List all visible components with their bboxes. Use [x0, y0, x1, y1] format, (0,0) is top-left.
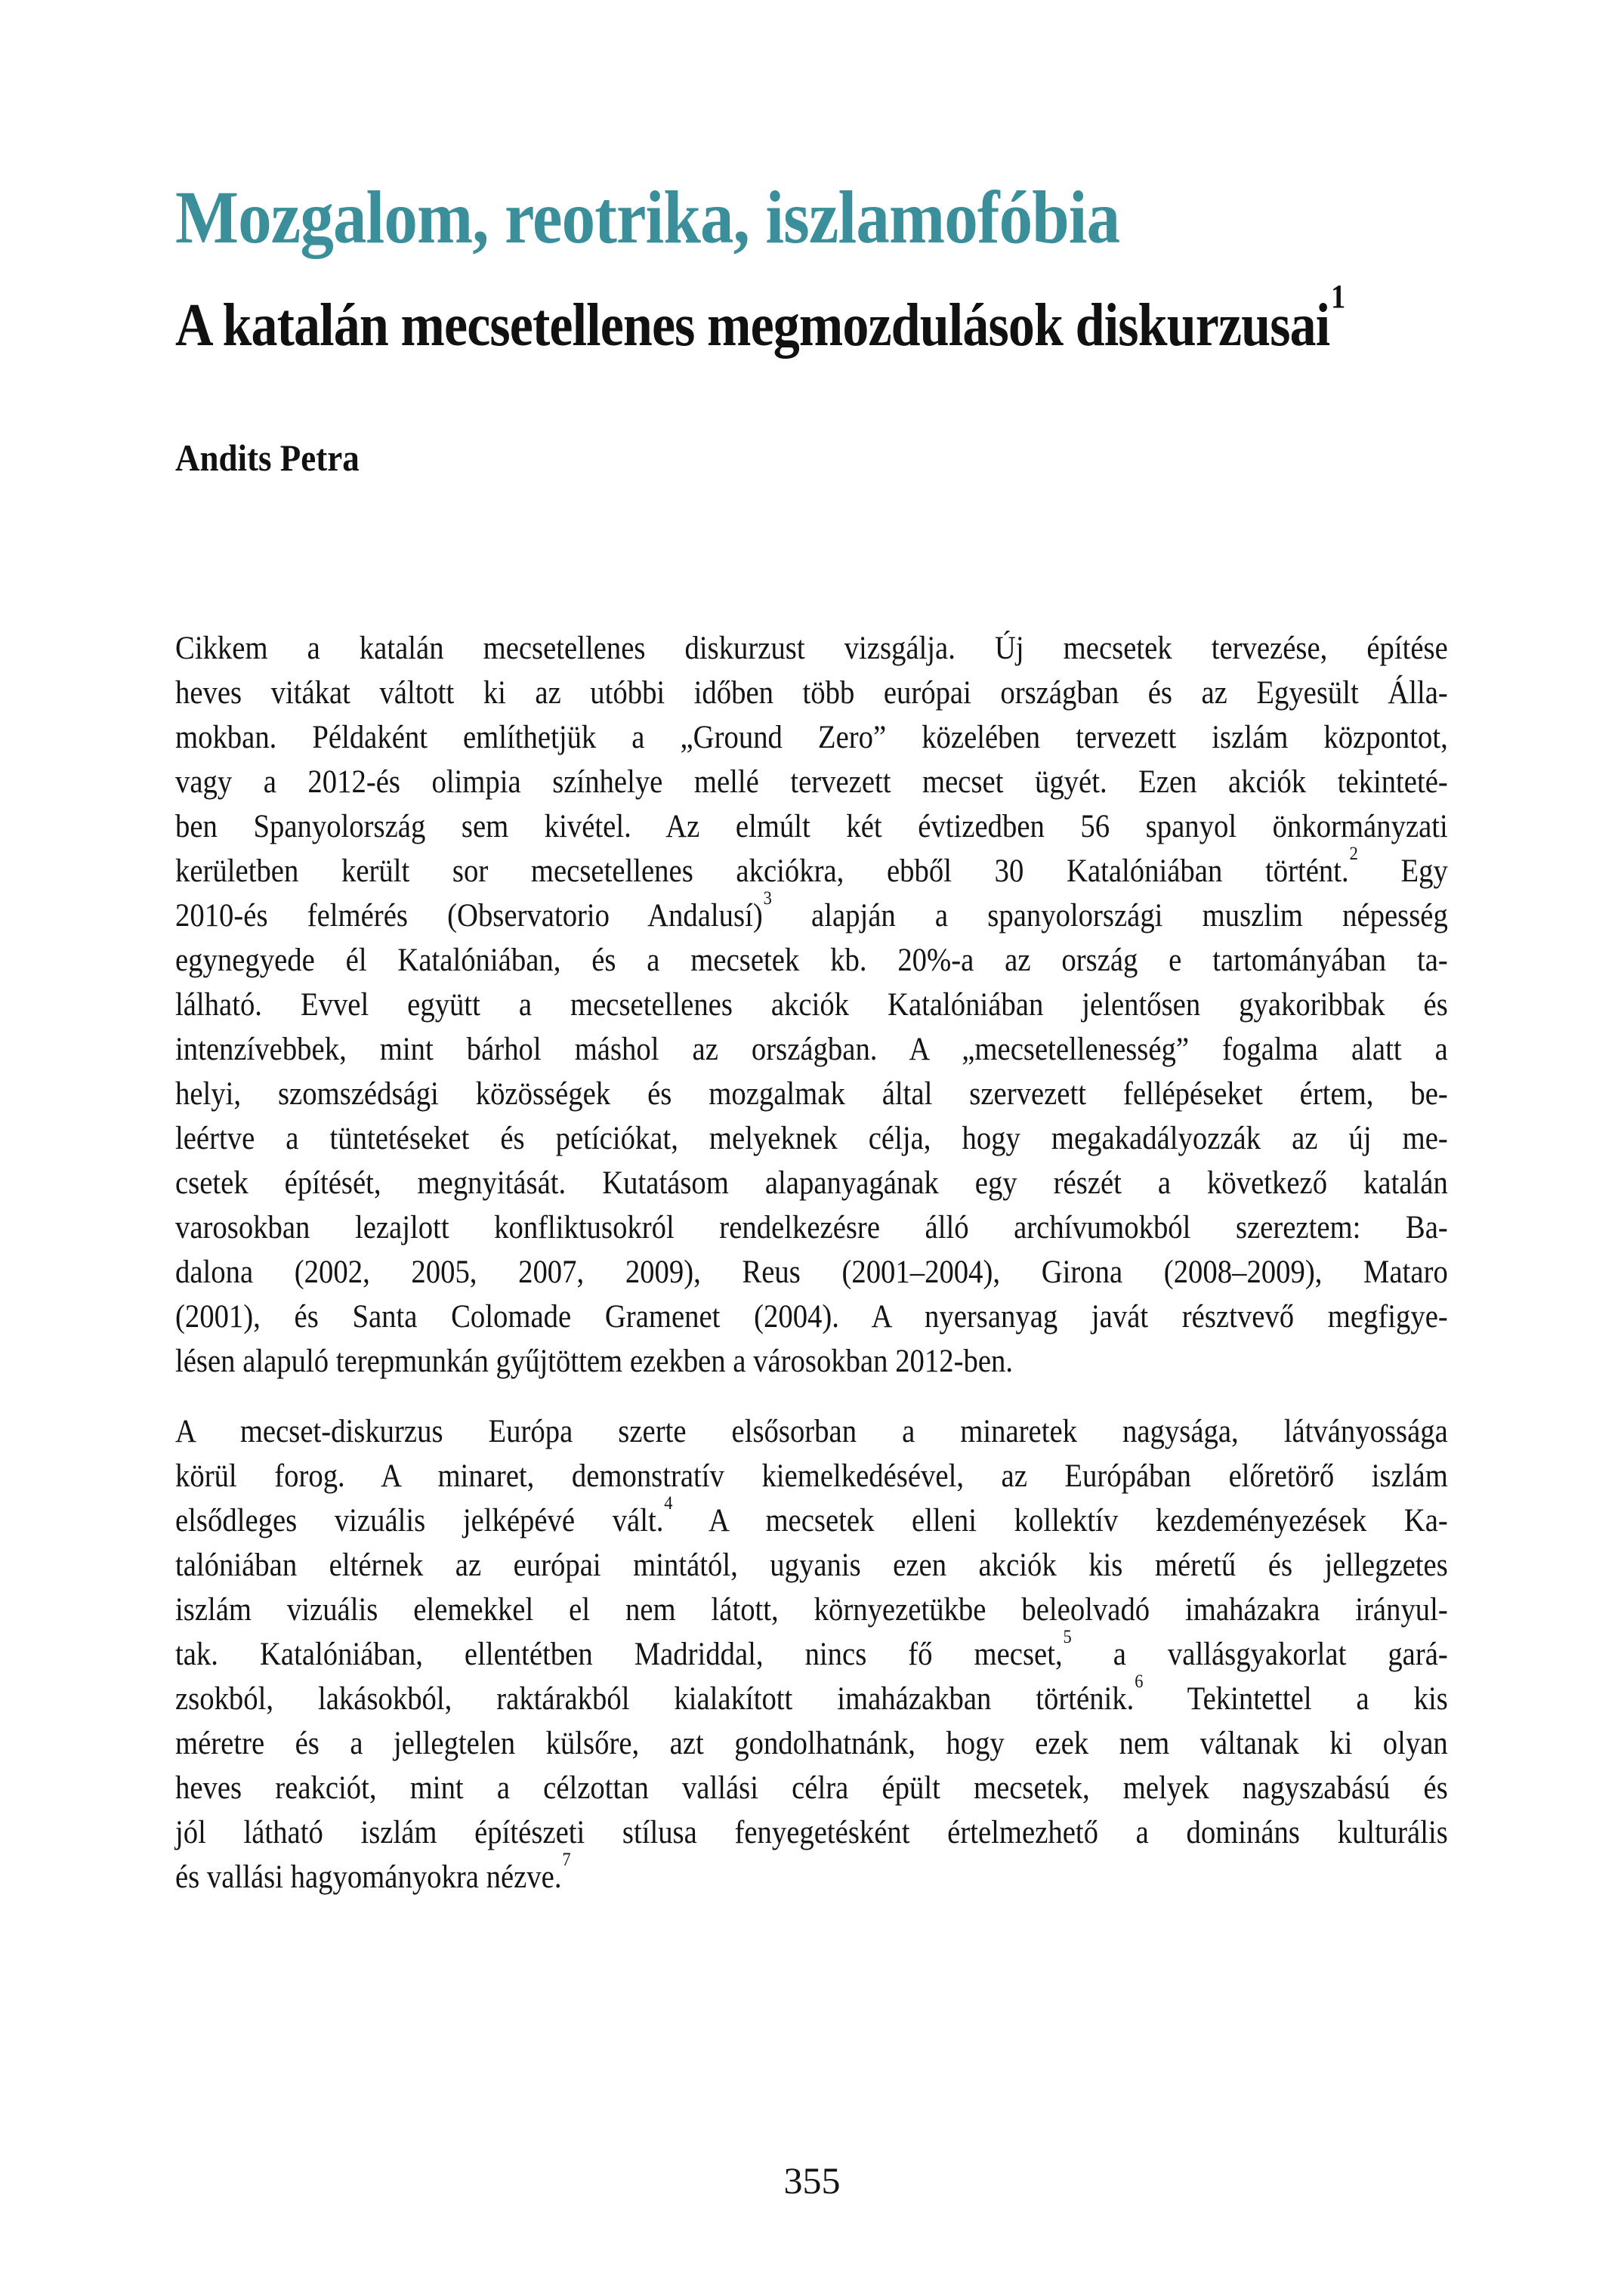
- article-subtitle: [175, 278, 1345, 359]
- text-line: heves reakciót, mint a célzottan vallási célra épült mecsetek, melyek nagyszabású és: [175, 1770, 1448, 1806]
- article-subtitle-text: A katalán mecsetellenes megmozdulások diskurzusai: [175, 292, 1330, 359]
- text-line: lésen alapuló terepmunkán gyűjtöttem ezekben a városokban 2012-ben.: [175, 1344, 1014, 1379]
- paragraph-2: [175, 1409, 1448, 1900]
- text-line: egynegyede él Katalóniában, és a mecsetek kb. 20%-a az ország e tartományában ta-: [175, 943, 1448, 978]
- text-line: tak. Katalóniában, ellentétben Madriddal, nincs fő mecset,$^5$ a vallásgyakorlat gará-: [175, 1626, 1448, 1672]
- text-line: csetek építését, megnyitását. Kutatásom alapanyagának egy részét a következő katalán: [175, 1165, 1448, 1201]
- footnote-ref-1: 1: [1331, 278, 1345, 316]
- text-line: (2001), és Santa Colomade Gramenet (2004). A nyersanyag javát résztvevő megfigye-: [175, 1299, 1448, 1335]
- footnote-ref-5: 5: [1063, 1626, 1072, 1647]
- text-line: és vallási hagyományokra nézve.$^7$: [175, 1849, 571, 1895]
- author-name: Andits Petra: [175, 437, 360, 479]
- text-line: lálható. Evvel együtt a mecsetellenes akciók Katalóniában jelentősen gyakoribbak és: [175, 987, 1448, 1023]
- text-line: mokban. Példaként említhetjük a „Ground Zero” közelében tervezett iszlám központot,: [175, 720, 1448, 755]
- page-number: 355: [783, 2159, 841, 2202]
- footnote-ref-2: 2: [1349, 843, 1358, 864]
- text-line: dalona (2002, 2005, 2007, 2009), Reus (2001–2004), Girona (2008–2009), Mataro: [175, 1255, 1448, 1290]
- footnote-ref-3: 3: [763, 887, 772, 909]
- text-line: elsődleges vizuális jelképévé vált.$^4$ A mecsetek elleni kollektív kezdeményezések Ka-: [175, 1492, 1448, 1538]
- text-line: intenzívebbek, mint bárhol máshol az országban. A „mecsetellenesség” fogalma alatt a: [175, 1032, 1448, 1067]
- text-line: zsokból, lakásokból, raktárakból kialakított imaházakban történik.$^6$ Tekintettel a kis: [175, 1671, 1448, 1717]
- text-line: varosokban lezajlott konfliktusokról rendelkezésre álló archívumokból szereztem: Ba-: [175, 1210, 1448, 1245]
- text-line: A mecset-diskurzus Európa szerte elsősorban a minaretek nagysága, látványossága: [175, 1414, 1448, 1449]
- article-body: [175, 626, 1448, 1900]
- text-line: kerületben került sor mecsetellenes akciókra, ebből 30 Katalóniában történt.$^2$ Egy: [175, 843, 1448, 889]
- text-line: 2010-és felmérés (Observatorio Andalusí)$^3$ alapján a spanyolországi muszlim népesség: [175, 887, 1448, 934]
- footnote-ref-7: 7: [562, 1849, 571, 1870]
- footnote-ref-4: 4: [664, 1492, 673, 1514]
- text-line: jól látható iszlám építészeti stílusa fenyegetésként értelmezhető a domináns kulturális: [175, 1815, 1448, 1850]
- text-line: leértve a tüntetéseket és petíciókat, melyeknek célja, hogy megakadályozzák az új me-: [175, 1121, 1448, 1156]
- text-line: vagy a 2012-és olimpia színhelye mellé tervezett mecset ügyét. Ezen akciók tekinteté-: [175, 764, 1448, 800]
- text-line: iszlám vizuális elemekkel el nem látott, környezetükbe beleolvadó imaházakra irányul-: [175, 1592, 1448, 1628]
- text-line: heves vitákat váltott ki az utóbbi időben több európai országban és az Egyesült Álla-: [175, 675, 1448, 711]
- footnote-ref-6: 6: [1135, 1671, 1144, 1692]
- text-line: helyi, szomszédsági közösségek és mozgalmak által szervezett fellépéseket értem, be-: [175, 1076, 1448, 1112]
- text-line: talóniában eltérnek az európai mintától, ugyanis ezen akciók kis méretű és jellegzetes: [175, 1548, 1448, 1583]
- text-line: körül forog. A minaret, demonstratív kiemelkedésével, az Európában előretörő iszlám: [175, 1458, 1448, 1494]
- text-line: ben Spanyolország sem kivétel. Az elmúlt két évtizedben 56 spanyol önkormányzati: [175, 809, 1448, 844]
- text-line: méretre és a jellegtelen külsőre, azt gondolhatnánk, hogy ezek nem váltanak ki olyan: [175, 1726, 1448, 1761]
- paragraph-1: [175, 626, 1448, 1384]
- article-title: Mozgalom, reotrika, iszlamofóbia: [175, 175, 1120, 259]
- text-line: Cikkem a katalán mecsetellenes diskurzust vizsgálja. Új mecsetek tervezése, építése: [175, 631, 1448, 666]
